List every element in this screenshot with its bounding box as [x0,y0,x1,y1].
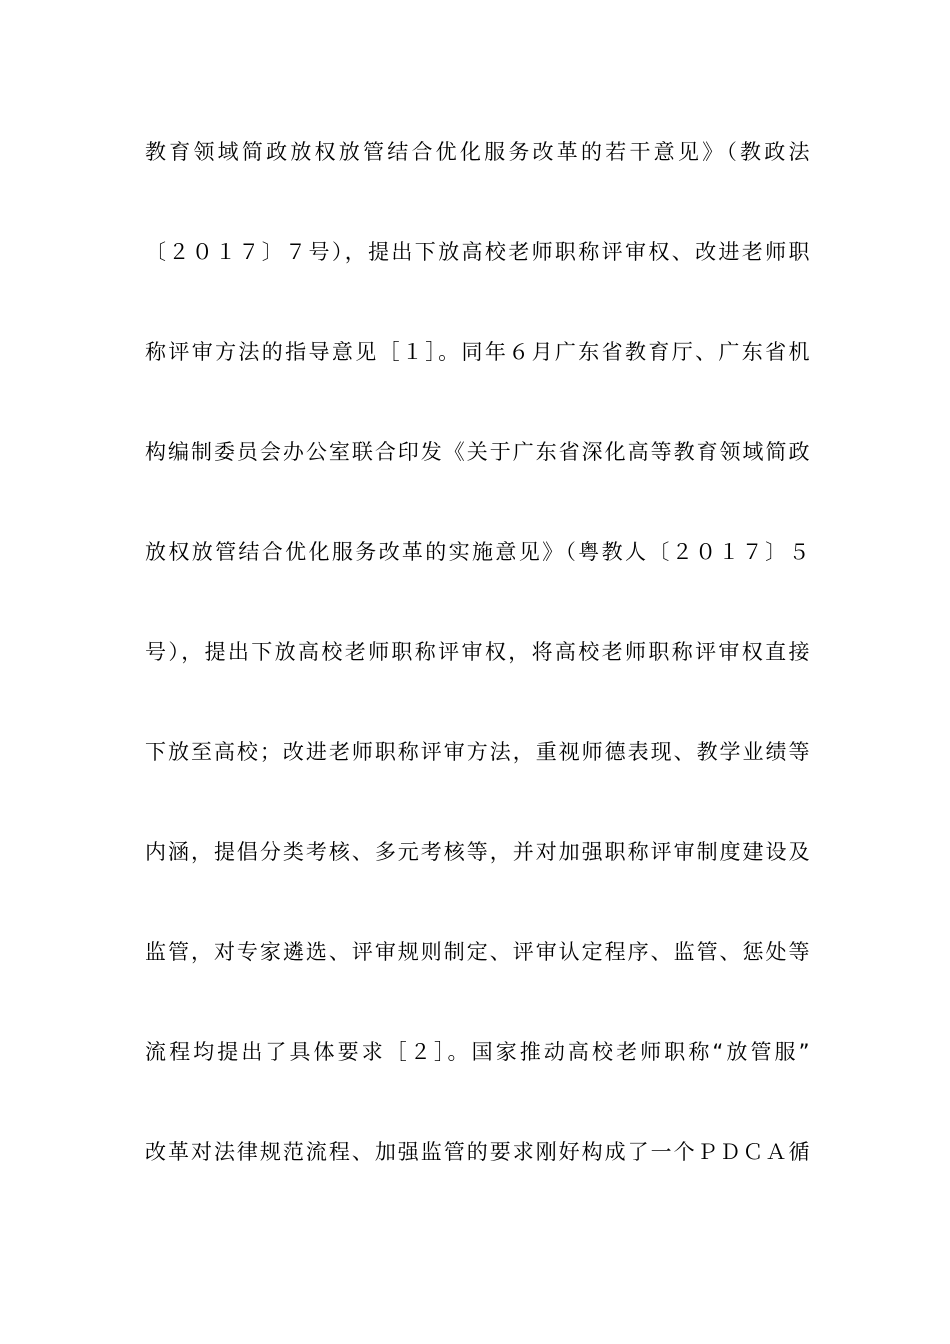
text-line-3: 称评审方法的指导意见［１］。同年６月广东省教育厅、广东省机 [145,340,810,364]
text-line-7: 下放至高校；改进老师职称评审方法，重视师德表现、教学业绩等 [145,740,810,764]
text-line-2: 〔２０１７〕７号），提出下放高校老师职称评审权、改进老师职 [145,240,810,264]
text-line-11: 改革对法律规范流程、加强监管的要求刚好构成了一个ＰＤＣＡ循 [145,1140,810,1164]
text-line-9: 监管，对专家遴选、评审规则制定、评审认定程序、监管、惩处等 [145,940,810,964]
text-line-5: 放权放管结合优化服务改革的实施意见》（粤教人〔２０１７〕５ [145,540,810,564]
text-line-6: 号），提出下放高校老师职称评审权，将高校老师职称评审权直接 [145,640,810,664]
text-line-1: 教育领域简政放权放管结合优化服务改革的若干意见》（教政法 [145,140,810,164]
text-line-10: 流程均提出了具体要求［２］。国家推动高校老师职称“放管服” [145,1040,810,1064]
body-text [145,126,810,1226]
text-line-8: 内涵，提倡分类考核、多元考核等，并对加强职称评审制度建设及 [145,840,810,864]
text-line-4: 构编制委员会办公室联合印发《关于广东省深化高等教育领域简政 [145,440,810,464]
